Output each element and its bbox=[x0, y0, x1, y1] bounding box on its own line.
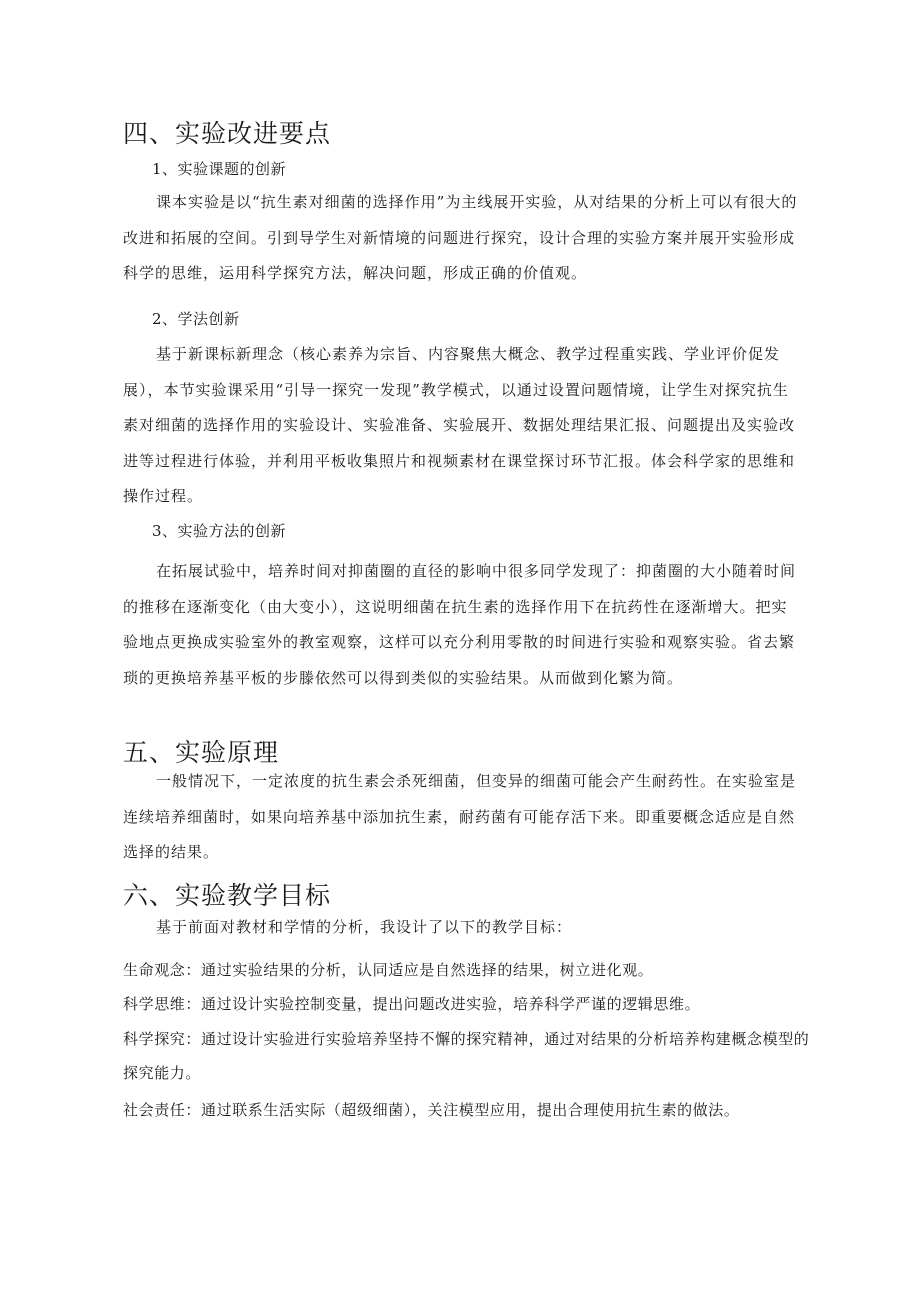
section-heading-4: 四、实验改进要点 bbox=[123, 119, 332, 148]
goal-scientific-thinking: 科学思维：通过设计实验控制变量，提出问题改进实验，培养科学严谨的逻辑思维。 bbox=[123, 995, 701, 1013]
paragraph-goals-intro: 基于前面对教材和学情的分析，我设计了以下的教学目标： bbox=[156, 918, 573, 936]
goal-social-responsibility: 社会责任：通过联系生活实际（超级细菌），关注模型应用，提出合理使用抗生素的做法。 bbox=[123, 1101, 740, 1119]
subheading-3: 3、实验方法的创新 bbox=[152, 522, 287, 540]
paragraph-principle: 一般情况下，一定浓度的抗生素会杀死细菌，但变异的细菌可能会产生耐药性。在实验室是连续培养细菌时，如果向培养基中添加抗生素，耐药菌有可能存活下来。即重要概念适应是自然选择的结果。 bbox=[123, 772, 797, 861]
paragraph-experiment-method: 在拓展试验中，培养时间对抑菌圈的直径的影响中很多同学发现了：抑菌圈的大小随着时间的推移在逐渐变化（由大变小），这说明细菌在抗生素的选择作用下在抗药性在逐渐增大。把实验地点更换成实验室外的教室观察，这样可以充分利用零散的时间进行实验和观察实验。省去繁琐的更换培养基平板的步滕依然可以得到类似的实验结果。从而做到化繁为简。 bbox=[123, 562, 797, 687]
paragraph-innovation-topic: 课本实验是以“抗生素对细菌的选择作用”为主线展开实验，从对结果的分析上可以有很大的改进和拓展的空间。引到导学生对新情境的问题进行探究，设计合理的实验方案并展开实验形成科学的思维，运用科学探究方法，解决问题，形成正确的价值观。 bbox=[123, 193, 798, 282]
goal-scientific-inquiry: 科学探究：通过设计实验进行实验培养坚持不懈的探究精神，通过对结果的分析培养构建概念模型的探究能力。 bbox=[123, 1030, 810, 1082]
section-heading-6: 六、实验教学目标 bbox=[123, 881, 332, 910]
subheading-1: 1、实验课题的创新 bbox=[152, 160, 287, 178]
paragraph-method-innovation: 基于新课标新理念（核心素养为宗旨、内容聚焦大概念、教学过程重实践、学业评价促发展），本节实验课采用“引导一探究一发现”教学模式，以通过设置问题情境，让学生对探究抗生素对细菌的选择作用的实验设计、实验准备、实验展开、数据处理结果汇报、问题提出及实验改进等过程进行体验，并利用平板收集照片和视频素材在课堂探讨环节汇报。体会科学家的思维和操作过程。 bbox=[123, 345, 796, 505]
goal-life-concept: 生命观念：通过实验结果的分析，认同适应是自然选择的结果，树立进化观。 bbox=[123, 961, 654, 979]
subheading-2: 2、学法创新 bbox=[152, 310, 240, 328]
section-heading-5: 五、实验原理 bbox=[123, 738, 280, 767]
